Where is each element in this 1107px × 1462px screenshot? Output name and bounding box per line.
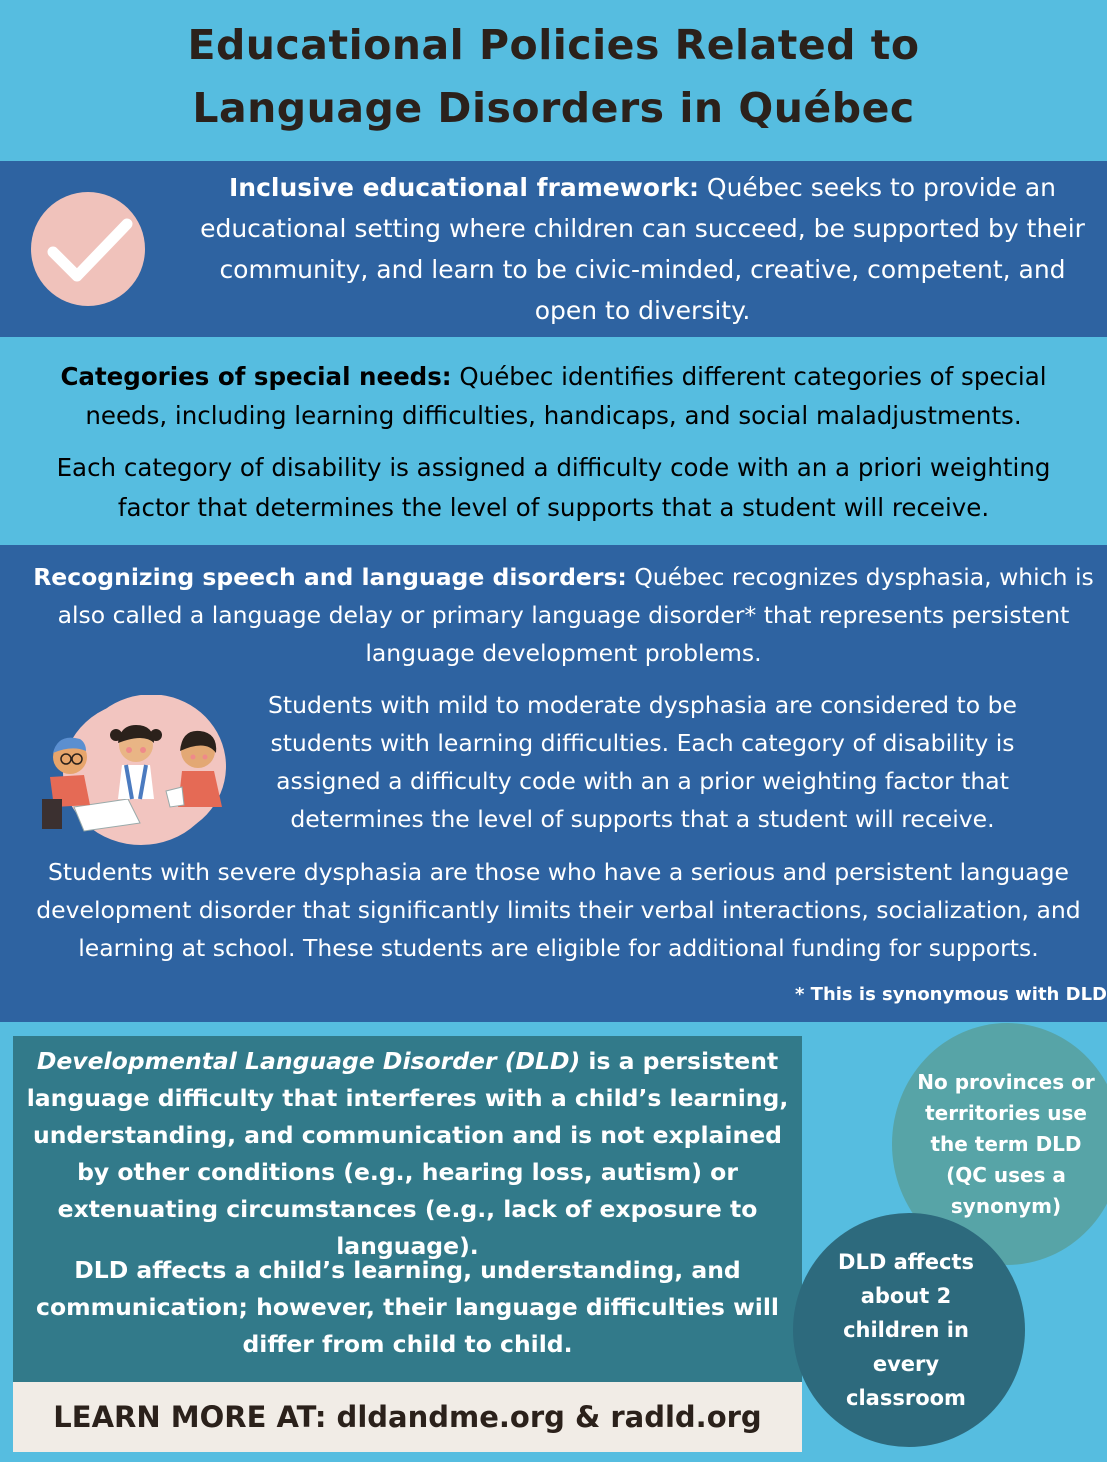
title-line-1: Educational Policies Related to (187, 21, 920, 69)
title-line-2: Language Disorders in Québec (192, 84, 915, 132)
categories-paragraph-2: Each category of disability is assigned a difficulty code with an a priori weighting factor that determines the level of supports that a student will receive. (56, 453, 1051, 522)
inclusive-framework-heading: Inclusive educational framework: (228, 173, 699, 202)
learn-more-link[interactable]: LEARN MORE AT: dldandme.org & radld.org (13, 1382, 802, 1452)
categories-heading: Categories of special needs: (60, 362, 452, 391)
dld-definition-text (15, 1043, 800, 1265)
categories-text (30, 357, 1077, 435)
children-illustration (36, 695, 236, 845)
dld-definition-body: is a persistent language difficulty that interferes with a child’s learning, understanding, and communication and is not explained by other conditions (e.g., hearing loss, autism) or extenuating circumstances (e.g., lack of exposure to language). (26, 1047, 789, 1260)
recognizing-paragraph-2: Students with mild to moderate dysphasia are considered to be students with learning difficulties. Each category of disability is assigned a difficulty code with an a prior weighting factor that determines the level of supports that a student will receive. (268, 691, 1017, 833)
categories-body: Québec identifies different categories of special needs, including learning difficulties, handicaps, and social maladjustments. (85, 362, 1047, 430)
recognizing-body: Québec recognizes dysphasia, which is also called a language delay or primary language disorder* that represents persistent language development problems. (57, 563, 1094, 667)
dld-paragraph-2: DLD affects a child’s learning, understanding, and communication; however, their language difficulties will differ from child to child. (36, 1256, 779, 1358)
prevalence-callout (793, 1213, 1025, 1447)
page-title (0, 14, 1107, 140)
inclusive-framework-text (185, 167, 1100, 331)
recognizing-paragraph-3: Students with severe dysphasia are those who have a serious and persistent language development disorder that significantly limits their verbal interactions, socialization, and learning at school. These students are eligible for additional funding for supports. (36, 858, 1081, 962)
dld-footnote: * This is synonymous with DLD (794, 984, 1107, 1005)
prevalence-text: DLD affects about 2 children in every classroom (838, 1250, 974, 1410)
recognizing-heading: Recognizing speech and language disorders: (33, 563, 627, 591)
no-provinces-text: No provinces or territories use the term DLD (QC uses a synonym) (917, 1069, 1095, 1218)
dld-term: Developmental Language Disorder (DLD) (36, 1047, 581, 1075)
inclusive-framework-body: Québec seeks to provide an educational setting where children can succeed, be supported by their community, and learn to be civic-minded, creative, competent, and open to diversity. (200, 173, 1085, 325)
recognizing-text (20, 558, 1107, 672)
checkmark-icon (31, 192, 145, 306)
